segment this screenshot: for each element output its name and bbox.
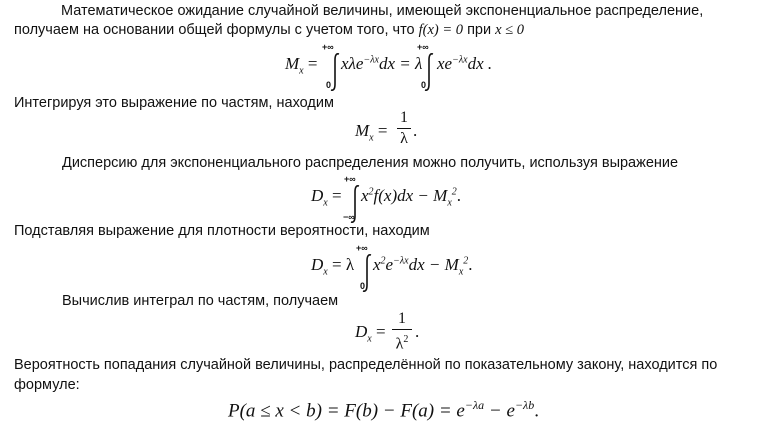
paragraph-1-text: получаем на основании общей формулы с учетом того, что — [14, 22, 419, 38]
eq1-integrand-1: xλe — [341, 54, 364, 73]
eq1-upper-limit: +∞ — [322, 42, 334, 52]
eq1-exponent-2: −λx — [452, 54, 468, 66]
eq1-equals: = — [303, 54, 318, 73]
eq4-rest-sub: x — [458, 266, 464, 278]
eq3-square: 2 — [368, 186, 374, 198]
paragraph-1-line-2 — [14, 22, 524, 38]
condition-x-nonpositive: x ≤ 0 — [495, 22, 525, 38]
eq4-exponent: −λx — [393, 255, 409, 267]
paragraph-6-line-1: Вероятность попадания случайной величины, распределённой по показательному закону, находится по — [14, 357, 718, 373]
eq3-rest-sub: x — [447, 197, 452, 209]
eq3-lhs: D — [311, 186, 324, 205]
eq2-period: . — [413, 121, 418, 140]
eq4-square: 2 — [380, 255, 386, 267]
paragraph-1-connector: при — [463, 22, 496, 38]
eq3-upper-limit: +∞ — [344, 174, 356, 184]
eq2-lhs-sub: x — [369, 132, 374, 144]
eq3-rest-sup: 2 — [451, 186, 457, 198]
eq5-period: . — [415, 322, 420, 341]
eq2-lhs: M — [355, 121, 370, 140]
eq5-numerator: 1 — [398, 310, 406, 327]
paragraph-2: Интегрируя это выражение по частям, находим — [14, 95, 334, 111]
eq6-minus: − e — [484, 400, 515, 422]
eq3-period: . — [456, 186, 462, 205]
eq5-fraction — [392, 310, 412, 353]
paragraph-1-line-1: Математическое ожидание случайной величины, имеющей экспоненциальное распределение, — [61, 3, 704, 19]
eq2-equals: = — [373, 121, 388, 140]
eq5-lhs-sub: x — [367, 333, 372, 345]
condition-f-zero: f(x) = 0 — [418, 22, 464, 38]
paragraph-4: Подставляя выражение для плотности вероятности, находим — [14, 223, 430, 239]
eq4-rest: dx − M — [408, 255, 459, 274]
paragraph-5: Вычислив интеграл по частям, получаем — [62, 293, 339, 309]
eq5-equals: = — [371, 322, 386, 341]
paragraph-3: Дисперсию для экспоненциального распределения можно получить, используя выражение — [62, 155, 679, 171]
eq4-integrand: x — [373, 255, 381, 274]
eq3-lhs-sub: x — [323, 197, 328, 209]
eq4-lower-limit: 0 — [360, 281, 366, 291]
eq1-differential-2: dx . — [467, 54, 493, 73]
eq6-period: . — [534, 400, 539, 422]
eq6-exponent-1: −λa — [464, 398, 485, 412]
eq1-lower-limit: 0 — [326, 80, 332, 90]
paragraph-6-line-2: формуле: — [14, 377, 80, 393]
equation-probability-interval — [228, 398, 539, 422]
eq4-rest-sup: 2 — [463, 255, 469, 267]
eq1-differential-1: dx = λ — [379, 54, 423, 73]
eq2-numerator: 1 — [400, 109, 408, 126]
eq1-lhs: M — [285, 54, 300, 73]
eq6-main: P(a ≤ x < b) = F(b) − F(a) = e — [228, 400, 465, 422]
eq1-exponent-1: −λx — [363, 54, 379, 66]
eq3-equals: = — [327, 186, 342, 205]
eq5-lhs: D — [355, 322, 368, 341]
eq3-integrand: x — [361, 186, 369, 205]
eq1-lhs-sub: x — [299, 65, 304, 77]
eq1-lower-limit-2: 0 — [421, 80, 427, 90]
eq5-denominator: λ — [395, 335, 404, 353]
eq1-integrand-2: xe — [437, 54, 453, 73]
eq3-lower-limit: −∞ — [343, 212, 355, 222]
eq4-exp-base: e — [385, 255, 394, 274]
eq4-upper-limit: +∞ — [356, 243, 368, 253]
eq1-upper-limit-2: +∞ — [417, 42, 429, 52]
eq4-lhs-sub: x — [323, 266, 328, 278]
fraction-bar — [392, 329, 412, 330]
eq2-fraction — [397, 109, 411, 148]
eq5-denominator-square: 2 — [403, 334, 409, 345]
eq4-period: . — [468, 255, 473, 274]
eq4-lhs: D — [311, 255, 324, 274]
eq2-denominator: λ — [400, 130, 408, 147]
eq3-rest: f(x)dx − M — [373, 186, 448, 205]
fraction-bar — [397, 128, 411, 129]
eq4-equals-lambda: = λ — [327, 255, 355, 274]
eq6-exponent-2: −λb — [514, 398, 535, 412]
